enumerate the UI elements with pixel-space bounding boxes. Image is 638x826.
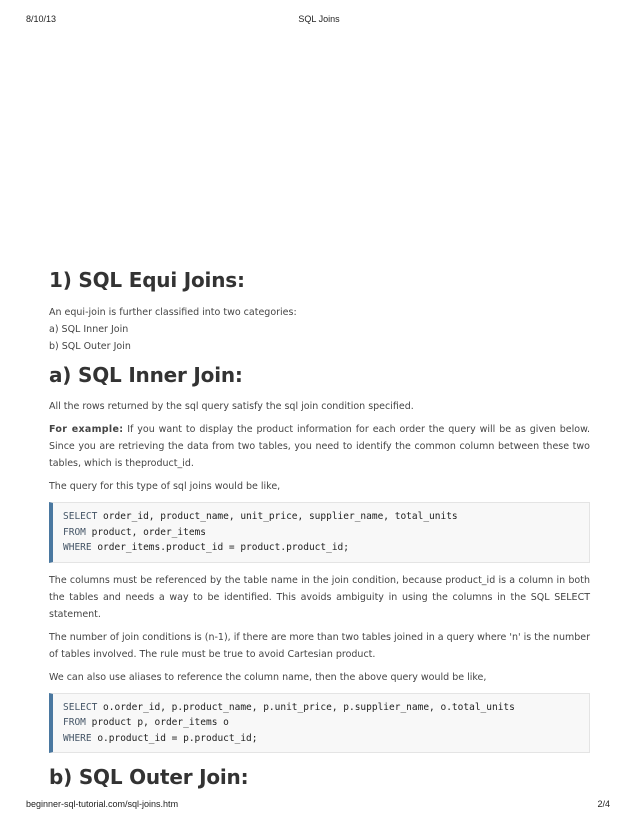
join-conditions-paragraph: The number of join conditions is (n-1), if there are more than two tables joined in a query where 'n' is the number of tables involved. The rule must be true to avoid Cartesian product. bbox=[49, 631, 590, 660]
code-line bbox=[63, 540, 589, 556]
inner-join-intro: All the rows returned by the sql query satisfy the sql join condition specified. bbox=[49, 401, 414, 412]
code-block-inner-join bbox=[49, 502, 590, 563]
sql-text: order_id, product_name, unit_price, supplier_name, total_units bbox=[97, 511, 458, 522]
sql-keyword: SELECT bbox=[63, 511, 98, 522]
code-line bbox=[63, 509, 589, 525]
outer-join-heading: b) SQL Outer Join: bbox=[49, 765, 249, 789]
print-footer-url: beginner-sql-tutorial.com/sql-joins.htm bbox=[26, 799, 179, 809]
code-line bbox=[63, 525, 589, 541]
equi-item-outer: b) SQL Outer Join bbox=[49, 341, 131, 352]
sql-keyword: FROM bbox=[63, 526, 86, 538]
code-line bbox=[63, 731, 589, 747]
example-label: For example: bbox=[49, 424, 124, 435]
inner-join-heading: a) SQL Inner Join: bbox=[49, 363, 243, 387]
sql-text: product, order_items bbox=[85, 526, 206, 538]
equi-item-inner: a) SQL Inner Join bbox=[49, 324, 129, 335]
code-line bbox=[63, 700, 589, 716]
sql-text: o.order_id, p.product_name, p.unit_price, p.supplier_name, o.total_units bbox=[97, 701, 515, 713]
aliases-paragraph: We can also use aliases to reference the column name, then the above query would be like, bbox=[49, 671, 487, 683]
equi-joins-heading: 1) SQL Equi Joins: bbox=[49, 268, 245, 292]
sql-text: order_items.product_id = product.product_id; bbox=[91, 542, 349, 553]
sql-keyword: WHERE bbox=[63, 732, 92, 744]
sql-keyword: WHERE bbox=[63, 542, 92, 553]
article-content bbox=[49, 268, 590, 789]
sql-keyword: SELECT bbox=[63, 701, 98, 713]
print-footer-page-number: 2/4 bbox=[597, 799, 610, 809]
code-line bbox=[63, 715, 589, 731]
sql-text: product p, order_items o bbox=[85, 717, 229, 728]
print-header-title: SQL Joins bbox=[298, 14, 340, 24]
columns-paragraph: The columns must be referenced by the table name in the join condition, because product_id is a column in both the tables and needs a way to be identified. This avoids ambiguity in using the columns in the SQL SELECT statement. bbox=[49, 574, 590, 620]
code-block-aliases bbox=[49, 693, 590, 754]
sql-text: o.product_id = p.product_id; bbox=[91, 732, 258, 744]
example-paragraph bbox=[49, 421, 590, 472]
print-header-date: 8/10/13 bbox=[26, 14, 57, 24]
example-text: If you want to display the product information for each order the query will be as given below. Since you are retrieving the data from two tables, you need to identify the common column between these two tables, which is theproduct_id. bbox=[49, 424, 591, 469]
equi-intro: An equi-join is further classified into two categories: bbox=[49, 307, 297, 318]
sql-keyword: FROM bbox=[63, 717, 86, 728]
query-intro: The query for this type of sql joins would be like, bbox=[49, 481, 281, 492]
